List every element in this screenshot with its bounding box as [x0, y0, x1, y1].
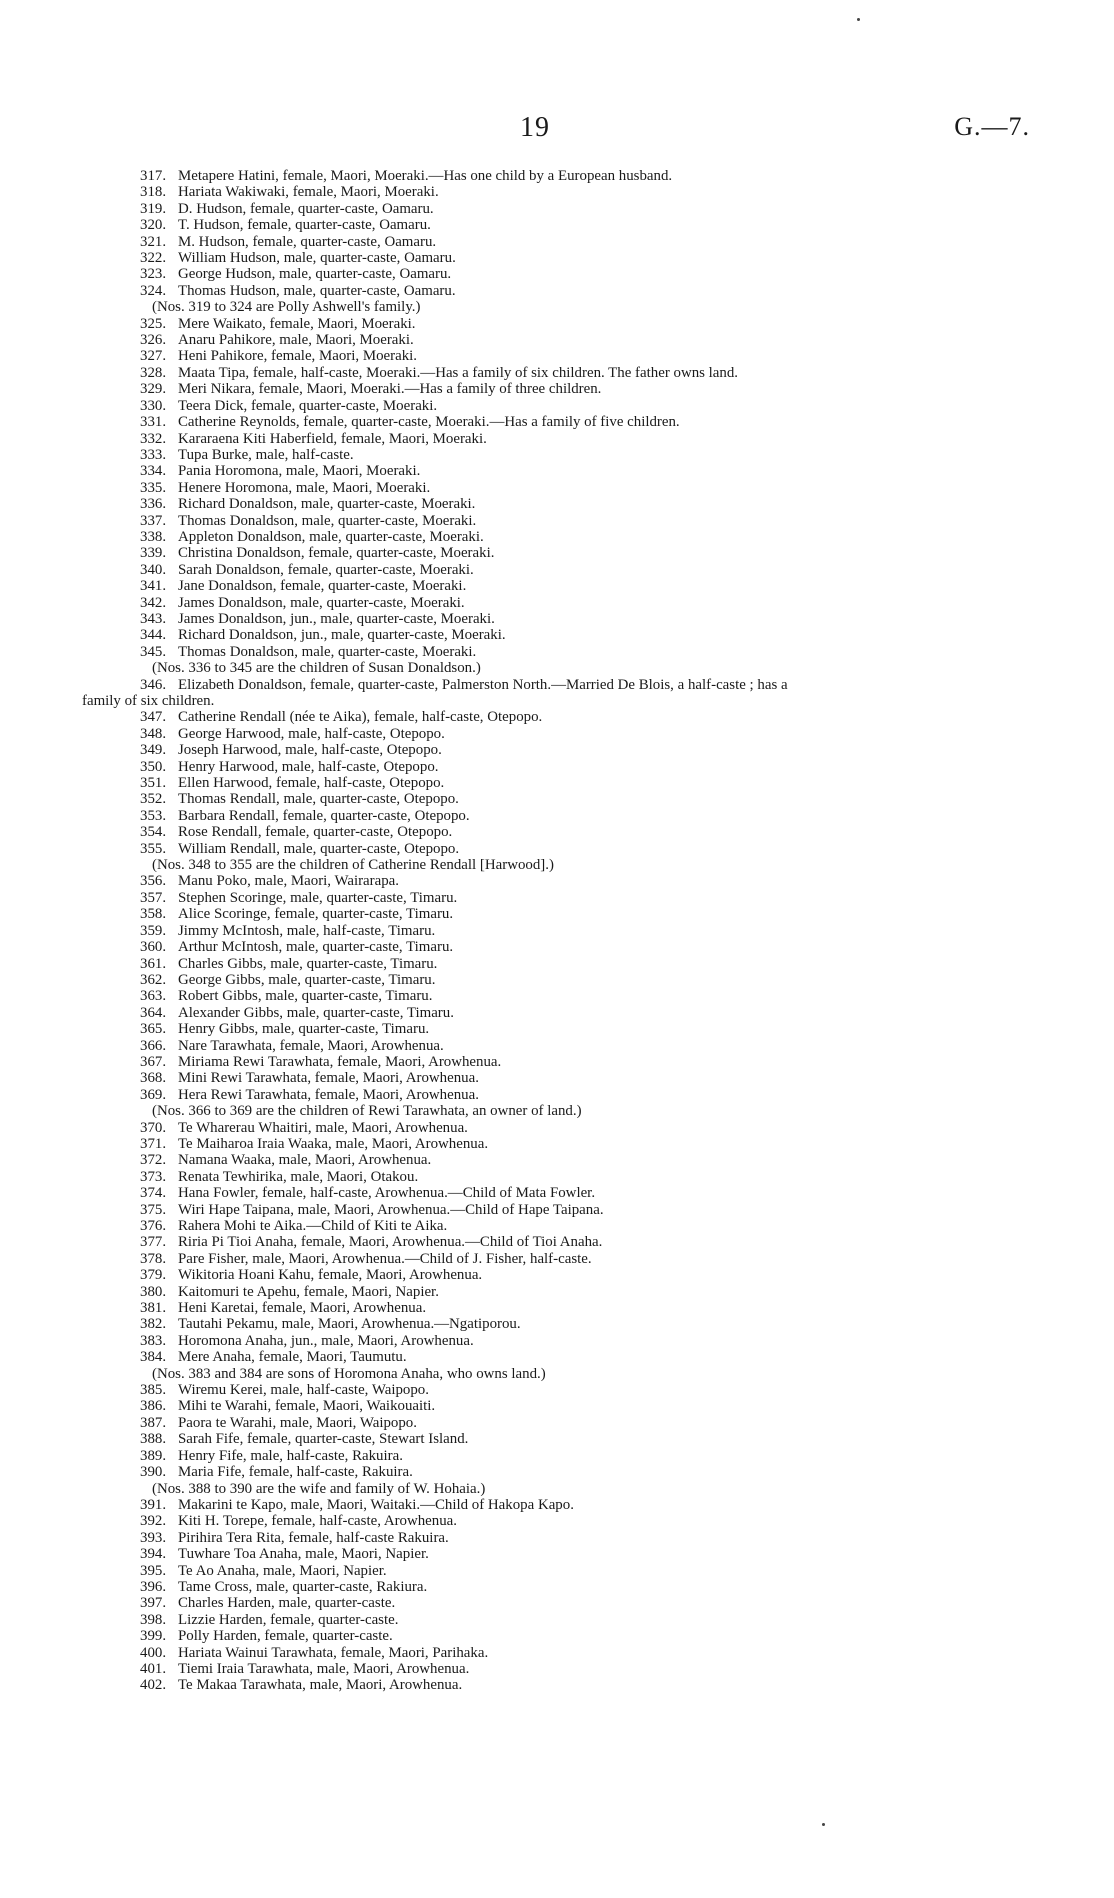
register-entry [82, 956, 1028, 972]
entry-number: 326. [140, 332, 167, 349]
register-entry [82, 184, 1028, 200]
entry-number: 398. [140, 1611, 167, 1628]
entry-number: 362. [140, 971, 167, 988]
entry-number: 365. [140, 1021, 167, 1038]
register-entry [82, 988, 1028, 1004]
register-entry [82, 1645, 1028, 1661]
entry-text: Manu Poko, male, Maori, Wairarapa. [178, 873, 399, 890]
entry-number: 343. [140, 610, 167, 627]
entry-number: 356. [140, 873, 167, 890]
entry-number: 320. [140, 217, 167, 234]
register-entry [82, 1005, 1028, 1021]
entry-number: 347. [140, 709, 167, 726]
register-entry [82, 1136, 1028, 1152]
entry-text: Wiremu Kerei, male, half-caste, Waipopo. [178, 1382, 429, 1399]
register-entry [82, 348, 1028, 364]
entry-number: 360. [140, 939, 167, 956]
entry-text: Rahera Mohi te Aika.—Child of Kiti te Aika. [178, 1218, 448, 1234]
register-entry [82, 841, 1028, 857]
group-note: (Nos. 336 to 345 are the children of Susan Donaldson.) [152, 660, 481, 677]
register-entry [82, 644, 1028, 660]
entry-number: 342. [140, 594, 167, 611]
entry-number: 333. [140, 446, 167, 463]
entry-number: 337. [140, 512, 167, 529]
register-entry [82, 545, 1028, 561]
register-entry [82, 890, 1028, 906]
register-entry [82, 1284, 1028, 1300]
register-entry [82, 1595, 1028, 1611]
register-entry [82, 168, 1028, 184]
register-entry [82, 1448, 1028, 1464]
entry-number: 340. [140, 561, 167, 578]
register-entry [82, 365, 1028, 381]
entry-text: Henry Harwood, male, half-caste, Otepopo. [178, 758, 439, 775]
entry-number: 390. [140, 1464, 167, 1481]
entry-text: Anaru Pahikore, male, Maori, Moeraki. [178, 332, 414, 349]
entry-text: Hera Rewi Tarawhata, female, Maori, Arowhenua. [178, 1086, 479, 1103]
entry-text: Polly Harden, female, quarter-caste. [178, 1628, 393, 1645]
entry-text: Teera Dick, female, quarter-caste, Moeraki. [178, 397, 438, 414]
page-number: 19 [520, 112, 550, 143]
register-entry [82, 1218, 1028, 1234]
register-entry [82, 775, 1028, 791]
entry-text: Stephen Scoringe, male, quarter-caste, Timaru. [178, 889, 458, 906]
entry-text: Metapere Hatini, female, Maori, Moeraki.—Has one child by a European husband. [178, 168, 673, 184]
register-entry [82, 1070, 1028, 1086]
entry-text: Thomas Donaldson, male, quarter-caste, Moeraki. [178, 643, 477, 660]
entry-text: Sarah Fife, female, quarter-caste, Stewart Island. [178, 1431, 469, 1448]
entry-text: Tautahi Pekamu, male, Maori, Arowhenua.—Ngatiporou. [178, 1316, 521, 1333]
register-entry [82, 726, 1028, 742]
entry-number: 327. [140, 348, 167, 365]
entry-number: 366. [140, 1037, 167, 1054]
entry-text: Riria Pi Tioi Anaha, female, Maori, Arowhenua.—Child of Tioi Anaha. [178, 1234, 603, 1251]
register-entry [82, 1628, 1028, 1644]
entry-number: 380. [140, 1283, 167, 1300]
entry-text: Thomas Donaldson, male, quarter-caste, Moeraki. [178, 512, 477, 529]
register-entry [82, 677, 1028, 693]
register-entry [82, 414, 1028, 430]
entry-text: Hana Fowler, female, half-caste, Arowhenua.—Child of Mata Fowler. [178, 1185, 596, 1202]
register-entry [82, 1185, 1028, 1201]
register-entry [82, 972, 1028, 988]
entry-number: 373. [140, 1168, 167, 1185]
entry-text: George Gibbs, male, quarter-caste, Timaru. [178, 971, 436, 988]
entry-number: 369. [140, 1086, 167, 1103]
entry-number: 370. [140, 1119, 167, 1136]
register-entry [82, 201, 1028, 217]
entry-text: Meri Nikara, female, Maori, Moeraki.—Has a family of three children. [178, 381, 602, 398]
entry-number: 338. [140, 528, 167, 545]
group-note: (Nos. 319 to 324 are Polly Ashwell's family.) [152, 299, 421, 316]
register-entry [82, 1677, 1028, 1693]
register-entry [82, 398, 1028, 414]
register-entry [82, 1661, 1028, 1677]
register-entry [82, 463, 1028, 479]
group-note: (Nos. 348 to 355 are the children of Catherine Rendall [Harwood].) [152, 857, 554, 874]
register-entry [82, 1563, 1028, 1579]
entry-number: 352. [140, 791, 167, 808]
register-entry [82, 1021, 1028, 1037]
entry-text: William Rendall, male, quarter-caste, Otepopo. [178, 840, 460, 857]
entry-number: 322. [140, 250, 167, 267]
register-entry [82, 266, 1028, 282]
entry-number: 318. [140, 184, 167, 201]
entry-text: Te Wharerau Whaitiri, male, Maori, Arowhenua. [178, 1119, 468, 1136]
entry-text: Charles Harden, male, quarter-caste. [178, 1595, 396, 1612]
entry-number: 376. [140, 1218, 167, 1234]
entry-number: 328. [140, 364, 167, 381]
register-entry [82, 906, 1028, 922]
register-entry [82, 250, 1028, 266]
register-entry [82, 1087, 1028, 1103]
entry-number: 339. [140, 545, 167, 562]
register-entry [82, 1349, 1028, 1365]
entry-text: Kiti H. Torepe, female, half-caste, Arowhenua. [178, 1513, 458, 1530]
entry-text: Pania Horomona, male, Maori, Moeraki. [178, 463, 421, 480]
entry-text: Heni Karetai, female, Maori, Arowhenua. [178, 1300, 427, 1317]
entry-number: 378. [140, 1250, 167, 1267]
entry-number: 381. [140, 1300, 167, 1317]
entry-text: Thomas Hudson, male, quarter-caste, Oamaru. [178, 282, 456, 299]
group-note: (Nos. 388 to 390 are the wife and family of W. Hohaia.) [152, 1480, 486, 1497]
entry-number: 392. [140, 1513, 167, 1530]
entry-text: Charles Gibbs, male, quarter-caste, Timaru. [178, 955, 438, 972]
entry-text: D. Hudson, female, quarter-caste, Oamaru. [178, 200, 434, 217]
entry-text: Sarah Donaldson, female, quarter-caste, Moeraki. [178, 561, 474, 578]
entry-text: Kaitomuri te Apehu, female, Maori, Napier. [178, 1283, 439, 1300]
entry-text: George Harwood, male, half-caste, Otepopo. [178, 725, 445, 742]
entry-text: Rose Rendall, female, quarter-caste, Otepopo. [178, 824, 453, 841]
entry-number: 389. [140, 1447, 167, 1464]
entry-number: 372. [140, 1152, 167, 1169]
register-entries [82, 168, 1028, 1694]
entry-text: Alexander Gibbs, male, quarter-caste, Timaru. [178, 1004, 454, 1021]
entry-text: Paora te Warahi, male, Maori, Waipopo. [178, 1414, 417, 1431]
entry-text: Catherine Rendall (née te Aika), female, half-caste, Otepopo. [178, 709, 543, 726]
entry-text: William Hudson, male, quarter-caste, Oamaru. [178, 250, 456, 267]
entry-number: 355. [140, 840, 167, 857]
entry-number: 331. [140, 414, 167, 431]
entry-number: 375. [140, 1201, 167, 1218]
entry-text: Appleton Donaldson, male, quarter-caste, Moeraki. [178, 528, 484, 545]
register-entry [82, 1497, 1028, 1513]
register-entry [82, 1120, 1028, 1136]
entry-number: 324. [140, 282, 167, 299]
entry-text: Te Maiharoa Iraia Waaka, male, Maori, Arowhenua. [178, 1135, 489, 1152]
register-entry [82, 217, 1028, 233]
entry-number: 359. [140, 922, 167, 939]
register-entry [82, 759, 1028, 775]
entry-number: 371. [140, 1135, 167, 1152]
register-entry [82, 923, 1028, 939]
register-entry [82, 627, 1028, 643]
register-entry [82, 496, 1028, 512]
entry-text: Henry Fife, male, half-caste, Rakuira. [178, 1447, 403, 1464]
register-entry [82, 1431, 1028, 1447]
entry-text: James Donaldson, jun., male, quarter-caste, Moeraki. [178, 610, 495, 627]
entry-number: 391. [140, 1496, 167, 1513]
register-entry [82, 1382, 1028, 1398]
entry-number: 336. [140, 496, 167, 513]
register-entry [82, 562, 1028, 578]
entry-text: Pare Fisher, male, Maori, Arowhenua.—Child of J. Fisher, half-caste. [178, 1250, 592, 1267]
entry-text: Maata Tipa, female, half-caste, Moeraki.—Has a family of six children. The father owns land. [178, 364, 739, 381]
register-entry [82, 283, 1028, 299]
entry-text: Horomona Anaha, jun., male, Maori, Arowhenua. [178, 1332, 474, 1349]
entry-text: Tuwhare Toa Anaha, male, Maori, Napier. [178, 1546, 429, 1563]
register-entry [82, 1464, 1028, 1480]
entry-text: Alice Scoringe, female, quarter-caste, Timaru. [178, 906, 454, 923]
entry-number: 395. [140, 1562, 167, 1579]
register-entry [82, 381, 1028, 397]
entry-number: 400. [140, 1644, 167, 1661]
entry-text: Ellen Harwood, female, half-caste, Otepopo. [178, 775, 445, 792]
entry-text: Kararaena Kiti Haberfield, female, Maori, Moeraki. [178, 430, 487, 447]
entry-number: 401. [140, 1660, 167, 1677]
entry-text: Renata Tewhirika, male, Maori, Otakou. [178, 1168, 419, 1185]
entry-text: Miriama Rewi Tarawhata, female, Maori, Arowhenua. [178, 1053, 502, 1070]
entry-number: 350. [140, 758, 167, 775]
register-entry [82, 709, 1028, 725]
register-entry [82, 1169, 1028, 1185]
entry-number: 334. [140, 463, 167, 480]
entry-number: 344. [140, 627, 167, 644]
register-entry [82, 1546, 1028, 1562]
register-entry [82, 1251, 1028, 1267]
register-entry [82, 1316, 1028, 1332]
entry-number: 387. [140, 1414, 167, 1431]
entry-text: Namana Waaka, male, Maori, Arowhenua. [178, 1152, 432, 1169]
entry-text: Elizabeth Donaldson, female, quarter-caste, Palmerston North.—Married De Blois, a half-caste ; has a [178, 676, 788, 693]
entry-number: 341. [140, 578, 167, 595]
entry-number: 363. [140, 988, 167, 1005]
entry-text: Te Ao Anaha, male, Maori, Napier. [178, 1562, 387, 1579]
entry-text: Christina Donaldson, female, quarter-caste, Moeraki. [178, 545, 495, 562]
entry-number: 402. [140, 1677, 167, 1694]
entry-number: 346. [140, 676, 167, 693]
entry-text: Henry Gibbs, male, quarter-caste, Timaru. [178, 1021, 430, 1038]
entry-text: Tiemi Iraia Tarawhata, male, Maori, Arowhenua. [178, 1660, 470, 1677]
entry-text: Wikitoria Hoani Kahu, female, Maori, Arowhenua. [178, 1267, 483, 1284]
entry-number: 345. [140, 643, 167, 660]
speck-mark [857, 18, 860, 21]
entry-number: 317. [140, 168, 167, 184]
entry-number: 348. [140, 725, 167, 742]
entry-text: Te Makaa Tarawhata, male, Maori, Arowhenua. [178, 1677, 463, 1694]
entry-number: 393. [140, 1529, 167, 1546]
entry-number: 358. [140, 906, 167, 923]
register-entry [82, 316, 1028, 332]
entry-number: 382. [140, 1316, 167, 1333]
entry-text: Tame Cross, male, quarter-caste, Rakiura. [178, 1578, 428, 1595]
entry-text: Thomas Rendall, male, quarter-caste, Otepopo. [178, 791, 459, 808]
entry-number: 379. [140, 1267, 167, 1284]
entry-number: 353. [140, 807, 167, 824]
entry-number: 325. [140, 315, 167, 332]
entry-number: 399. [140, 1628, 167, 1645]
register-entry [82, 513, 1028, 529]
entry-text: Joseph Harwood, male, half-caste, Otepopo. [178, 742, 442, 759]
entry-number: 374. [140, 1185, 167, 1202]
entry-number: 349. [140, 742, 167, 759]
entry-number: 394. [140, 1546, 167, 1563]
register-entry [82, 1152, 1028, 1168]
entry-number: 368. [140, 1070, 167, 1087]
entry-text: Lizzie Harden, female, quarter-caste. [178, 1611, 399, 1628]
entry-text: Mini Rewi Tarawhata, female, Maori, Arowhenua. [178, 1070, 479, 1087]
entry-text: George Hudson, male, quarter-caste, Oamaru. [178, 266, 452, 283]
register-entry [82, 1300, 1028, 1316]
entry-text: Pirihira Tera Rita, female, half-caste Rakuira. [178, 1529, 449, 1546]
entry-number: 323. [140, 266, 167, 283]
entry-number: 354. [140, 824, 167, 841]
register-entry [82, 742, 1028, 758]
register-entry [82, 611, 1028, 627]
entry-number: 367. [140, 1053, 167, 1070]
entry-number: 364. [140, 1004, 167, 1021]
register-entry [82, 529, 1028, 545]
entry-text: M. Hudson, female, quarter-caste, Oamaru. [178, 233, 437, 250]
entry-text: Mere Waikato, female, Maori, Moeraki. [178, 315, 416, 332]
register-entry [82, 1054, 1028, 1070]
entry-text: Richard Donaldson, jun., male, quarter-caste, Moeraki. [178, 627, 506, 644]
register-entry [82, 332, 1028, 348]
entry-text: Wiri Hape Taipana, male, Maori, Arowhenua.—Child of Hape Taipana. [178, 1201, 604, 1218]
entry-number: 396. [140, 1578, 167, 1595]
entry-text: Maria Fife, female, half-caste, Rakuira. [178, 1464, 413, 1481]
register-entry [82, 791, 1028, 807]
entry-number: 329. [140, 381, 167, 398]
register-entry [82, 1038, 1028, 1054]
entry-number: 351. [140, 775, 167, 792]
register-entry [82, 1398, 1028, 1414]
entry-number: 332. [140, 430, 167, 447]
entry-text: Nare Tarawhata, female, Maori, Arowhenua. [178, 1037, 444, 1054]
entry-text: Robert Gibbs, male, quarter-caste, Timaru. [178, 988, 433, 1005]
register-entry [82, 1234, 1028, 1250]
register-entry [82, 431, 1028, 447]
entry-text: James Donaldson, male, quarter-caste, Moeraki. [178, 594, 465, 611]
entry-text: T. Hudson, female, quarter-caste, Oamaru. [178, 217, 431, 234]
entry-number: 330. [140, 397, 167, 414]
entry-number: 385. [140, 1382, 167, 1399]
entry-text: Catherine Reynolds, female, quarter-caste, Moeraki.—Has a family of five children. [178, 414, 680, 431]
entry-text: Jimmy McIntosh, male, half-caste, Timaru. [178, 922, 436, 939]
entry-text: Richard Donaldson, male, quarter-caste, Moeraki. [178, 496, 476, 513]
register-entry [82, 578, 1028, 594]
register-entry [82, 480, 1028, 496]
entry-number: 361. [140, 955, 167, 972]
register-entry [82, 1333, 1028, 1349]
register-entry [82, 1415, 1028, 1431]
register-entry [82, 1267, 1028, 1283]
entry-continuation: family of six children. [82, 693, 215, 709]
speck-mark [822, 1823, 825, 1826]
register-entry [82, 234, 1028, 250]
entry-number: 386. [140, 1398, 167, 1415]
register-entry [82, 939, 1028, 955]
register-entry [82, 824, 1028, 840]
entry-number: 388. [140, 1431, 167, 1448]
register-entry [82, 1202, 1028, 1218]
entry-number: 321. [140, 233, 167, 250]
entry-number: 377. [140, 1234, 167, 1251]
entry-text: Heni Pahikore, female, Maori, Moeraki. [178, 348, 417, 365]
register-entry [82, 1612, 1028, 1628]
entry-text: Hariata Wainui Tarawhata, female, Maori, Parihaka. [178, 1644, 489, 1661]
register-entry [82, 873, 1028, 889]
entry-text: Jane Donaldson, female, quarter-caste, Moeraki. [178, 578, 467, 595]
entry-text: Mere Anaha, female, Maori, Taumutu. [178, 1349, 407, 1366]
entry-text: Henere Horomona, male, Maori, Moeraki. [178, 479, 431, 496]
entry-number: 319. [140, 200, 167, 217]
register-entry [82, 808, 1028, 824]
entry-number: 357. [140, 889, 167, 906]
group-note: (Nos. 366 to 369 are the children of Rewi Tarawhata, an owner of land.) [152, 1103, 582, 1120]
register-entry [82, 447, 1028, 463]
register-entry [82, 595, 1028, 611]
entry-number: 383. [140, 1332, 167, 1349]
entry-number: 335. [140, 479, 167, 496]
register-entry [82, 1513, 1028, 1529]
group-note: (Nos. 383 and 384 are sons of Horomona Anaha, who owns land.) [152, 1365, 546, 1382]
entry-number: 384. [140, 1349, 167, 1366]
entry-text: Mihi te Warahi, female, Maori, Waikouaiti. [178, 1398, 436, 1415]
register-entry [82, 1530, 1028, 1546]
entry-text: Barbara Rendall, female, quarter-caste, Otepopo. [178, 807, 470, 824]
entry-text: Tupa Burke, male, half-caste. [178, 446, 354, 463]
entry-number: 397. [140, 1595, 167, 1612]
entry-text: Hariata Wakiwaki, female, Maori, Moeraki. [178, 184, 439, 201]
register-entry [82, 1579, 1028, 1595]
document-reference: G.—7. [954, 112, 1030, 141]
entry-text: Arthur McIntosh, male, quarter-caste, Timaru. [178, 939, 454, 956]
entry-text: Makarini te Kapo, male, Maori, Waitaki.—Child of Hakopa Kapo. [178, 1496, 574, 1513]
